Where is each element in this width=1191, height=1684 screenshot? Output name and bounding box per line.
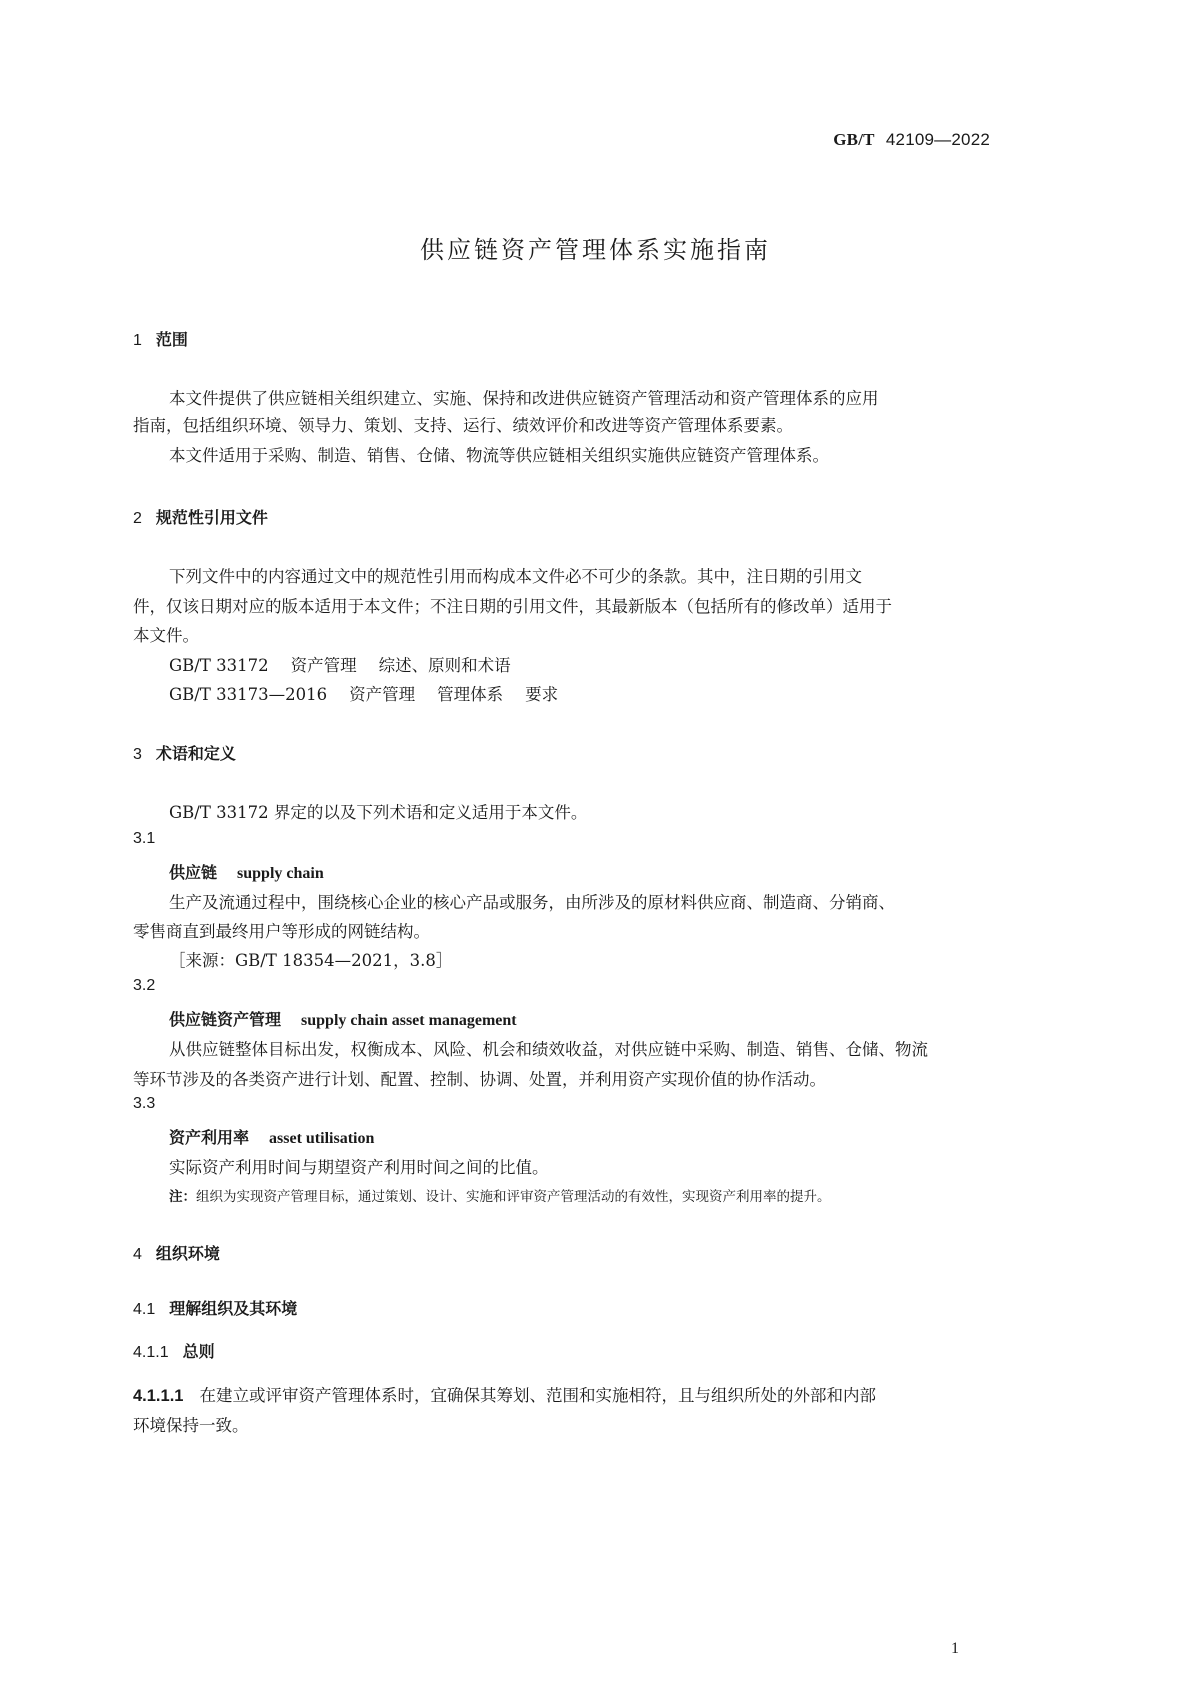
term-number: 3.2 <box>133 977 156 994</box>
definition-line: 零售商直到最终用户等形成的网链结构。 <box>133 922 430 941</box>
section-title: 规范性引用文件 <box>155 508 268 527</box>
term-number: 3.1 <box>133 830 156 847</box>
section-title: 理解组织及其环境 <box>169 1299 298 1318</box>
term-zh: 资产利用率 <box>169 1128 250 1147</box>
paragraph-line: 指南，包括组织环境、领导力、策划、支持、运行、绩效评价和改进等资产管理体系要素。 <box>133 416 793 435</box>
ref-code: GB/T 33173—2016 <box>169 685 328 704</box>
term-heading <box>169 1007 517 1030</box>
section-number: 4.1.1 <box>133 1344 169 1361</box>
term-en: asset utilisation <box>269 1130 375 1147</box>
subsection-4-1-1-heading <box>133 1339 215 1362</box>
ref-code: GB/T 33172 <box>169 656 269 675</box>
term-source: ［来源：GB/T 18354—2021，3.8］ <box>169 951 453 970</box>
term-note <box>169 1185 831 1205</box>
ref-part: 资产管理 <box>349 685 416 704</box>
paragraph-line: 下列文件中的内容通过文中的规范性引用而构成本文件必不可少的条款。其中，注日期的引用文 <box>169 567 862 586</box>
note-label: 注： <box>169 1189 196 1205</box>
section-number: 2 <box>133 510 142 527</box>
section-number: 4 <box>133 1246 142 1263</box>
clause-number: 4.1.1.1 <box>133 1387 184 1405</box>
paragraph-line: 件，仅该日期对应的版本适用于本文件；不注日期的引用文件，其最新版本（包括所有的修改单）适用于 <box>133 597 892 616</box>
term-heading <box>169 1125 374 1148</box>
definition-line: 等环节涉及的各类资产进行计划、配置、控制、协调、处置，并利用资产实现价值的协作活动。 <box>133 1070 826 1089</box>
definition-line: 从供应链整体目标出发，权衡成本、风险、机会和绩效收益，对供应链中采购、制造、销售、仓储、物流 <box>169 1040 928 1059</box>
normative-reference-2 <box>169 681 558 705</box>
term-zh: 供应链资产管理 <box>169 1010 282 1029</box>
section-3-heading <box>133 741 236 764</box>
clause-4-1-1-1 <box>133 1382 876 1406</box>
term-en: supply chain <box>237 865 324 882</box>
term-number: 3.3 <box>133 1095 156 1112</box>
definition-line: 生产及流通过程中，围绕核心企业的核心产品或服务，由所涉及的原材料供应商、制造商、分销商、 <box>169 893 895 912</box>
section-title: 术语和定义 <box>155 744 236 763</box>
paragraph-line: GB/T 33172 界定的以及下列术语和定义适用于本文件。 <box>169 803 588 822</box>
section-1-heading <box>133 327 188 350</box>
paragraph-line: 本文件适用于采购、制造、销售、仓储、物流等供应链相关组织实施供应链资产管理体系。 <box>169 446 829 465</box>
note-text: 组织为实现资产管理目标，通过策划、设计、实施和评审资产管理活动的有效性，实现资产利用率的提升。 <box>196 1189 831 1205</box>
clause-text: 在建立或评审资产管理体系时，宜确保其筹划、范围和实施相符，且与组织所处的外部和内部 <box>199 1386 876 1405</box>
paragraph-line: 本文件提供了供应链相关组织建立、实施、保持和改进供应链资产管理活动和资产管理体系的应用 <box>169 389 879 408</box>
section-title: 组织环境 <box>155 1244 220 1263</box>
section-4-heading <box>133 1241 220 1264</box>
document-title: 供应链资产管理体系实施指南 <box>420 236 771 264</box>
section-number: 1 <box>133 332 142 349</box>
term-heading <box>169 860 324 883</box>
section-title: 范围 <box>155 330 188 349</box>
section-title: 总则 <box>182 1342 215 1361</box>
section-number: 4.1 <box>133 1301 156 1318</box>
standard-prefix: GB/T <box>833 130 875 149</box>
page-number: 1 <box>951 1640 959 1657</box>
section-number: 3 <box>133 746 142 763</box>
paragraph-line: 本文件。 <box>133 626 199 645</box>
ref-part: 管理体系 <box>437 685 504 704</box>
term-zh: 供应链 <box>169 863 218 882</box>
definition-line: 实际资产利用时间与期望资产利用时间之间的比值。 <box>169 1158 549 1177</box>
ref-part: 资产管理 <box>290 656 357 675</box>
standard-number <box>833 130 990 150</box>
section-2-heading <box>133 505 268 528</box>
ref-part: 要求 <box>525 685 559 704</box>
term-en: supply chain asset management <box>301 1012 517 1029</box>
clause-line: 环境保持一致。 <box>133 1416 249 1435</box>
standard-code: 42109—2022 <box>885 130 990 149</box>
normative-reference-1 <box>169 652 511 676</box>
subsection-4-1-heading <box>133 1296 297 1319</box>
ref-part: 综述、原则和术语 <box>378 656 511 675</box>
